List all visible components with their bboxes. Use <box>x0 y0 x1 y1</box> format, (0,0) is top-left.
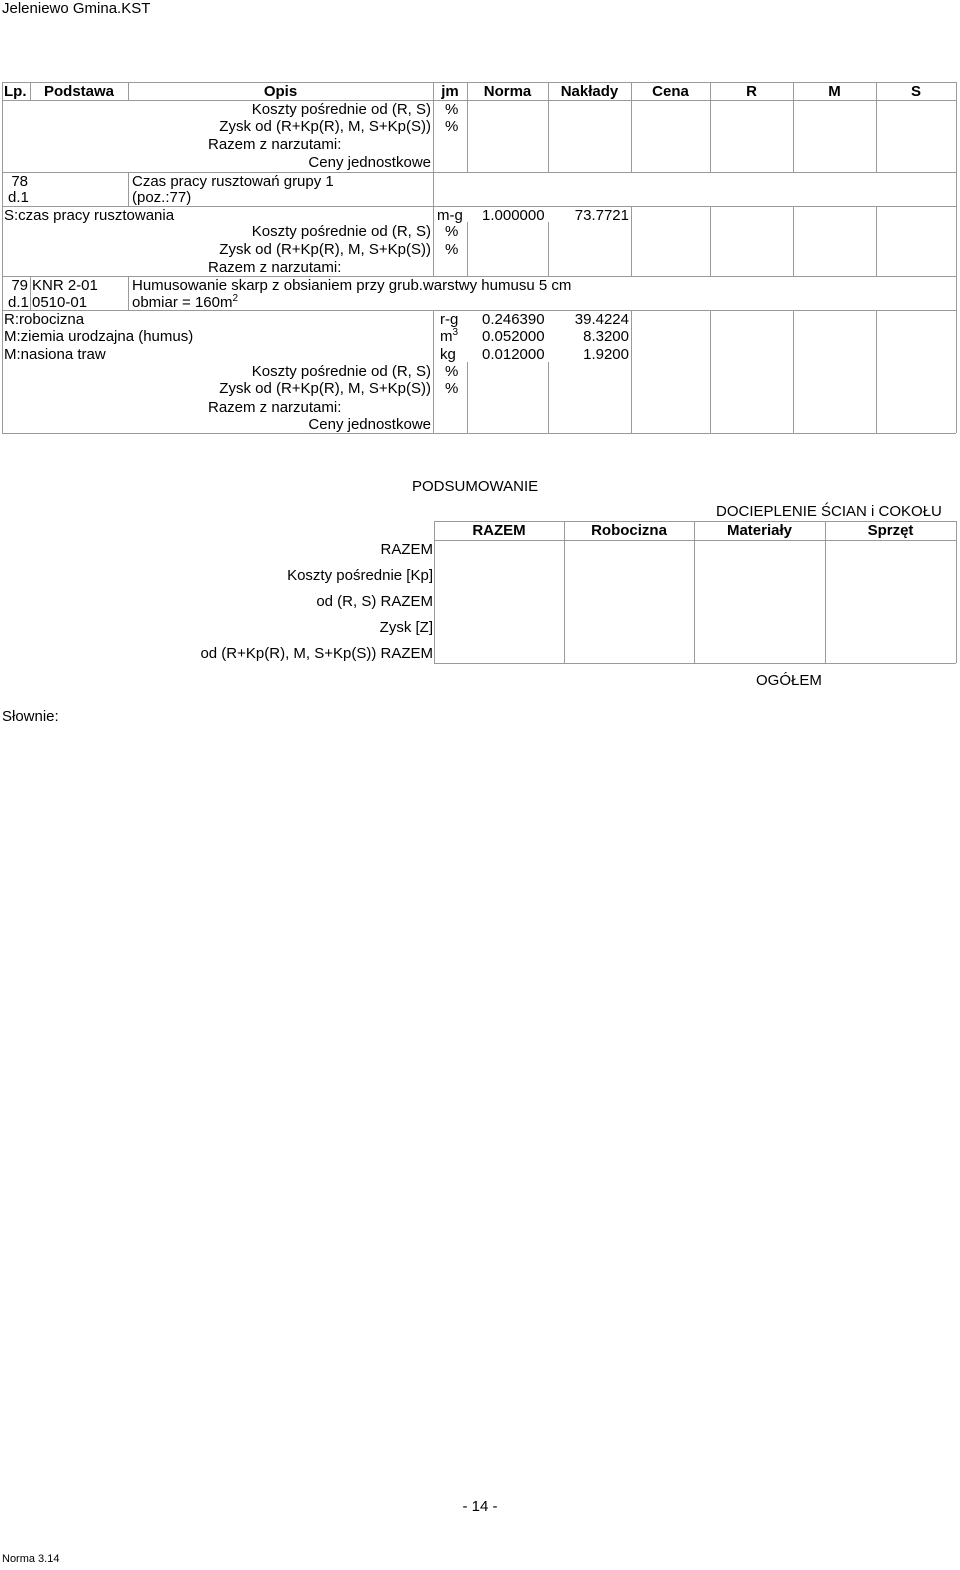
col-line <box>876 206 877 276</box>
summary-row-label: Koszty pośrednie [Kp] <box>287 567 433 584</box>
item-79-description: Humusowanie skarp z obsianiem przy grub.warstwy humusu 5 cm <box>132 277 572 294</box>
item-78-resource-norma: 1.000000 <box>482 207 545 224</box>
table-bottom-border <box>2 433 956 434</box>
item-78-resource-name: S:czas pracy rusztowania <box>4 207 175 224</box>
slownie-label: Słownie: <box>2 708 59 725</box>
col-line <box>30 276 31 310</box>
col-line <box>2 82 3 433</box>
ceny-jednostkowe-label: Ceny jednostkowe <box>308 154 431 171</box>
summary-header-robocizna: Robocizna <box>591 522 667 539</box>
resource-norma: 0.012000 <box>482 346 545 363</box>
item-78-resource-unit: m-g <box>437 207 463 224</box>
item-78-koszty-unit: % <box>445 223 459 240</box>
item-79-obmiar: obmiar = $160m^2$ <box>132 293 239 311</box>
resource-norma: 0.052000 <box>482 328 545 345</box>
col-line <box>876 310 877 433</box>
resource-name: R:robocizna <box>4 311 85 328</box>
resource-cena: 8.3200 <box>583 328 629 345</box>
resource-cena: 1.9200 <box>583 346 629 363</box>
document-title: Jeleniewo Gmina.KST <box>2 0 151 17</box>
item-79-koszty-unit: % <box>445 363 459 380</box>
header-lp: Lp. <box>4 83 27 100</box>
summary-grid-line <box>825 521 826 663</box>
item-78-razem-label: Razem z narzutami: <box>208 259 342 276</box>
summary-grid-line <box>956 521 957 663</box>
summary-grid-line <box>694 521 695 663</box>
header-m: M <box>828 83 841 100</box>
summary-title: PODSUMOWANIE <box>412 478 539 495</box>
col-line <box>433 82 434 206</box>
resource-unit: $m^3$ <box>440 327 459 345</box>
razem-z-narzutami-label: Razem z narzutami: <box>208 136 342 153</box>
item-79-lp-sub: d.1 <box>8 294 29 311</box>
zysk-label: Zysk od (R+Kp(R), M, S+Kp(S)) <box>219 118 431 135</box>
resource-name: M:ziemia urodzajna (humus) <box>4 328 194 345</box>
col-line <box>548 222 549 276</box>
summary-header-sprzet: Sprzęt <box>867 522 914 539</box>
header-podstawa: Podstawa <box>44 83 115 100</box>
item-79-basis-sub: 0510-01 <box>32 294 88 311</box>
resource-norma: 0.246390 <box>482 311 545 328</box>
summary-section-name: DOCIEPLENIE ŚCIAN i COKOŁU <box>716 503 942 520</box>
header-opis: Opis <box>263 83 298 100</box>
item-78-description: Czas pracy rusztowań grupy 1 <box>132 173 334 190</box>
col-line <box>128 276 129 310</box>
zysk-unit: % <box>445 118 459 135</box>
page-number: - 14 - <box>462 1498 498 1515</box>
item-79-zysk-unit: % <box>445 380 459 397</box>
summary-grid-line <box>564 521 565 663</box>
resource-unit: kg <box>440 346 456 363</box>
col-line <box>710 310 711 433</box>
col-line <box>433 310 434 433</box>
col-line <box>467 362 468 433</box>
summary-grid-line <box>434 663 956 664</box>
col-line <box>467 222 468 276</box>
summary-row-label: od (R, S) RAZEM <box>316 593 433 610</box>
col-line <box>631 206 632 276</box>
item-79-koszty-label: Koszty pośrednie od (R, S) <box>251 363 431 380</box>
item-78-resource-cena: 73.7721 <box>574 207 629 224</box>
col-line <box>710 206 711 276</box>
item-79-zysk-label: Zysk od (R+Kp(R), M, S+Kp(S)) <box>219 380 431 397</box>
header-naklady: Nakłady <box>560 83 619 100</box>
col-line <box>433 206 434 276</box>
item-78-zysk-label: Zysk od (R+Kp(R), M, S+Kp(S)) <box>219 241 431 258</box>
item-79-lp: 79 <box>11 277 28 294</box>
resource-unit: r-g <box>440 311 459 328</box>
col-line <box>548 362 549 433</box>
item-78-koszty-label: Koszty pośrednie od (R, S) <box>251 223 431 240</box>
col-line <box>793 310 794 433</box>
header-s: S <box>910 83 921 100</box>
header-r: R <box>746 83 757 100</box>
footer-version: Norma 3.14 <box>2 1553 60 1565</box>
item-79-ceny-label: Ceny jednostkowe <box>308 416 431 433</box>
summary-row-label: od (R+Kp(R), M, S+Kp(S)) RAZEM <box>200 645 433 662</box>
header-jm: jm <box>441 83 459 100</box>
summary-grid-line <box>434 521 435 663</box>
item-78-lp-sub: d.1 <box>8 189 29 206</box>
item-79-basis: KNR 2-01 <box>32 277 98 294</box>
koszty-unit: % <box>445 101 459 118</box>
col-line <box>956 82 957 433</box>
summary-header-materialy: Materiały <box>726 522 793 539</box>
summary-row-label: Zysk [Z] <box>379 619 433 636</box>
header-cena: Cena <box>652 83 689 100</box>
col-line <box>793 206 794 276</box>
item-78-lp: 78 <box>11 173 28 190</box>
col-line <box>631 310 632 433</box>
summary-total-label: OGÓŁEM <box>756 672 822 689</box>
item-78-description-sub: (poz.:77) <box>132 189 192 206</box>
item-78-zysk-unit: % <box>445 241 459 258</box>
resource-name: M:nasiona traw <box>4 346 106 363</box>
col-line <box>128 172 129 206</box>
summary-row-label: RAZEM <box>380 541 433 558</box>
header-norma: Norma <box>483 83 532 100</box>
item-79-razem-label: Razem z narzutami: <box>208 399 342 416</box>
koszty-posrednie-label: Koszty pośrednie od (R, S) <box>251 101 431 118</box>
summary-header-razem: RAZEM <box>472 522 526 539</box>
summary-grid-line <box>434 540 956 541</box>
col-line <box>30 82 31 100</box>
resource-cena: 39.4224 <box>574 311 629 328</box>
